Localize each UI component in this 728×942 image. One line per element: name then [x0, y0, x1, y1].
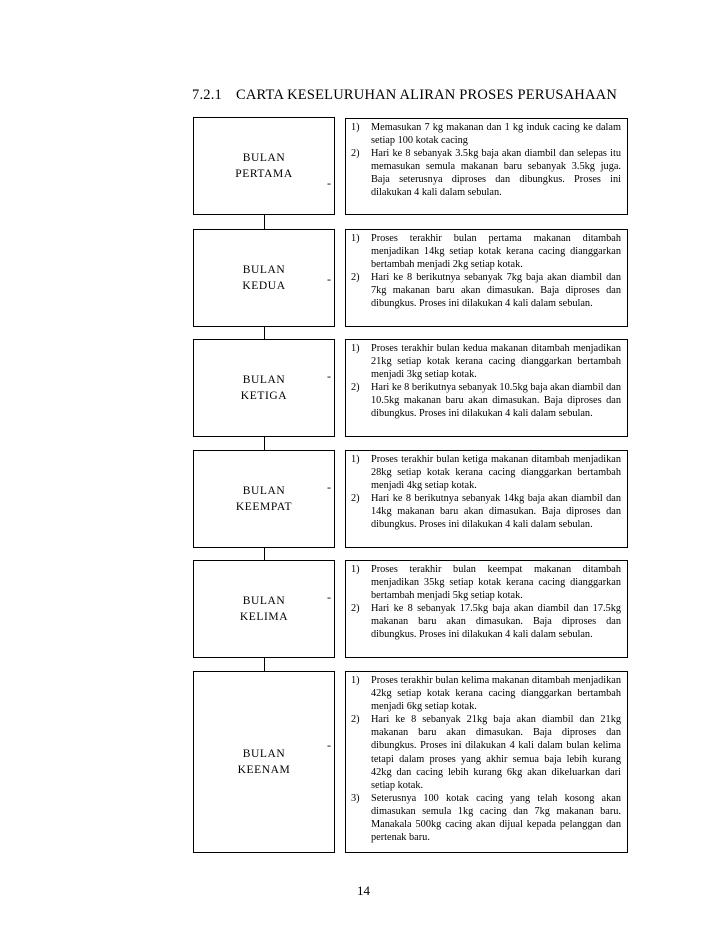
- step-text: Proses terakhir bulan ketiga makanan ditambah menjadikan 28kg setiap kotak kerana cacing dianggarkan bertambah menjadi 4kg setiap kotak.: [371, 454, 621, 492]
- step-text: Proses terakhir bulan kelima makanan ditambah menjadikan 42kg setiap kotak kerana cacing dianggarkan bertambah menjadi 6kg setiap kotak.: [371, 675, 621, 713]
- process-step: [351, 674, 621, 713]
- month-label-line1: BULAN: [242, 595, 286, 607]
- connector-dash-2: -: [327, 272, 331, 286]
- step-number: 2): [351, 382, 360, 394]
- process-box-1: [345, 118, 628, 215]
- step-number: 3): [351, 792, 360, 804]
- month-label-line1: BULAN: [242, 748, 286, 760]
- process-box-2: [345, 229, 628, 327]
- month-box-6: [193, 671, 335, 853]
- process-step: [351, 381, 621, 420]
- step-text: Hari ke 8 sebanyak 17.5kg baja akan diambil dan 17.5kg makanan baru akan dimasukan. Baja diproses dan dibungkus. Proses ini dilakukan 4 kali dalam sebulan.: [371, 603, 621, 641]
- month-label-line1: BULAN: [242, 152, 286, 164]
- connector-dash-5: -: [327, 590, 331, 604]
- step-text: Proses terakhir bulan pertama makanan ditambah menjadikan 14kg setiap kotak kerana cacing dianggarkan bertambah menjadi 2kg setiap kotak.: [371, 233, 621, 271]
- month-label-line1: BULAN: [242, 264, 286, 276]
- step-number: 1): [351, 564, 360, 575]
- process-step: [351, 602, 621, 641]
- step-text: Hari ke 8 sebanyak 3.5kg baja akan diambil dan selepas itu memasukan semula makanan baru sebanyak 3.5kg juga. Baja seterusnya diproses dan dibungkus. Proses ini dilakukan 4 kali dalam sebulan.: [371, 148, 621, 199]
- process-step: [351, 563, 621, 602]
- step-text: Hari ke 8 berikutnya sebanyak 14kg baja akan diambil dan 14kg makanan baru akan dimasukan. Baja diproses dan dibungkus. Proses ini dilakukan 4 kali dalam sebulan.: [371, 493, 621, 531]
- process-step: [351, 792, 621, 844]
- flow-connector-line: [264, 215, 265, 229]
- step-text: Proses terakhir bulan kedua makanan ditambah menjadikan 21kg setiap kotak kerana cacing dianggarkan bertambah menjadi 3kg setiap kotak.: [371, 343, 621, 381]
- flow-connector-line: [264, 327, 265, 339]
- month-label-line2: KETIGA: [240, 390, 288, 402]
- flow-connector-line: [264, 437, 265, 450]
- step-text: Memasukan 7 kg makanan dan 1 kg induk cacing ke dalam setiap 100 kotak cacing: [371, 122, 621, 147]
- process-step: [351, 453, 621, 492]
- step-number: 2): [351, 603, 360, 615]
- month-box-1: [193, 117, 335, 215]
- process-step: [351, 232, 621, 271]
- step-text: Proses terakhir bulan keempat makanan ditambah menjadikan 35kg setiap kotak kerana cacing dianggarkan bertambah menjadi 5kg setiap kotak.: [371, 564, 621, 602]
- step-number: 2): [351, 148, 360, 160]
- connector-dash-4: -: [327, 480, 331, 494]
- month-label-line2: PERTAMA: [235, 168, 293, 180]
- month-label-line2: KELIMA: [239, 611, 289, 623]
- section-title: CARTA KESELURUHAN ALIRAN PROSES PERUSAHAAN: [236, 87, 617, 103]
- step-number: 1): [351, 122, 360, 133]
- step-number: 1): [351, 343, 360, 354]
- step-text: Hari ke 8 sebanyak 21kg baja akan diambil dan 21kg makanan baru akan dimasukan. Baja diproses dan dibungkus. Proses ini dilakukan 4 kali dalam bulan kelima tetapi dalam proses yang akhir semua baja lebih kurang 42kg dan cacing lebih kurang 6kg akan dikeluarkan dari setiap kotak.: [371, 714, 621, 791]
- month-box-5: [193, 560, 335, 658]
- month-label-line2: KEDUA: [242, 280, 286, 292]
- section-number: 7.2.1: [192, 87, 222, 103]
- connector-dash-1: -: [327, 176, 331, 190]
- section-heading: [192, 87, 617, 104]
- month-label-line2: KEENAM: [237, 764, 291, 776]
- month-label-line2: KEEMPAT: [235, 501, 293, 513]
- month-label-line1: BULAN: [242, 374, 286, 386]
- step-number: 1): [351, 454, 360, 465]
- month-box-2: [193, 229, 335, 327]
- connector-dash-6: -: [327, 738, 331, 752]
- step-number: 1): [351, 233, 360, 244]
- flow-connector-line: [264, 548, 265, 560]
- step-number: 1): [351, 675, 360, 686]
- process-step: [351, 121, 621, 147]
- process-box-6: [345, 671, 628, 853]
- process-step: [351, 492, 621, 531]
- page-number: 14: [357, 883, 370, 898]
- process-step: [351, 147, 621, 199]
- process-box-4: [345, 450, 628, 548]
- flow-connector-line: [264, 658, 265, 671]
- process-step: [351, 271, 621, 310]
- step-number: 2): [351, 272, 360, 284]
- month-label-line1: BULAN: [242, 485, 286, 497]
- connector-dash-3: -: [327, 369, 331, 383]
- process-step: [351, 713, 621, 792]
- process-box-3: [345, 339, 628, 437]
- process-box-5: [345, 560, 628, 658]
- month-box-3: [193, 339, 335, 437]
- month-box-4: [193, 450, 335, 548]
- step-number: 2): [351, 714, 360, 726]
- step-text: Hari ke 8 berikutnya sebanyak 10.5kg baja akan diambil dan 10.5kg makanan baru akan dimasukan. Baja diproses dan dibungkus. Proses ini dilakukan 4 kali dalam sebulan.: [371, 382, 621, 420]
- step-text: Hari ke 8 berikutnya sebanyak 7kg baja akan diambil dan 7kg makanan baru akan dimasukan. Baja diproses dan dibungkus. Proses ini dilakukan 4 kali dalam sebulan.: [371, 272, 621, 310]
- process-step: [351, 342, 621, 381]
- step-number: 2): [351, 493, 360, 505]
- step-text: Seterusnya 100 kotak cacing yang telah kosong akan dimasukan semula 1kg cacing dan 7kg makanan baru. Manakala 500kg cacing akan dijual kepada pelanggan dan pertenak baru.: [371, 792, 621, 844]
